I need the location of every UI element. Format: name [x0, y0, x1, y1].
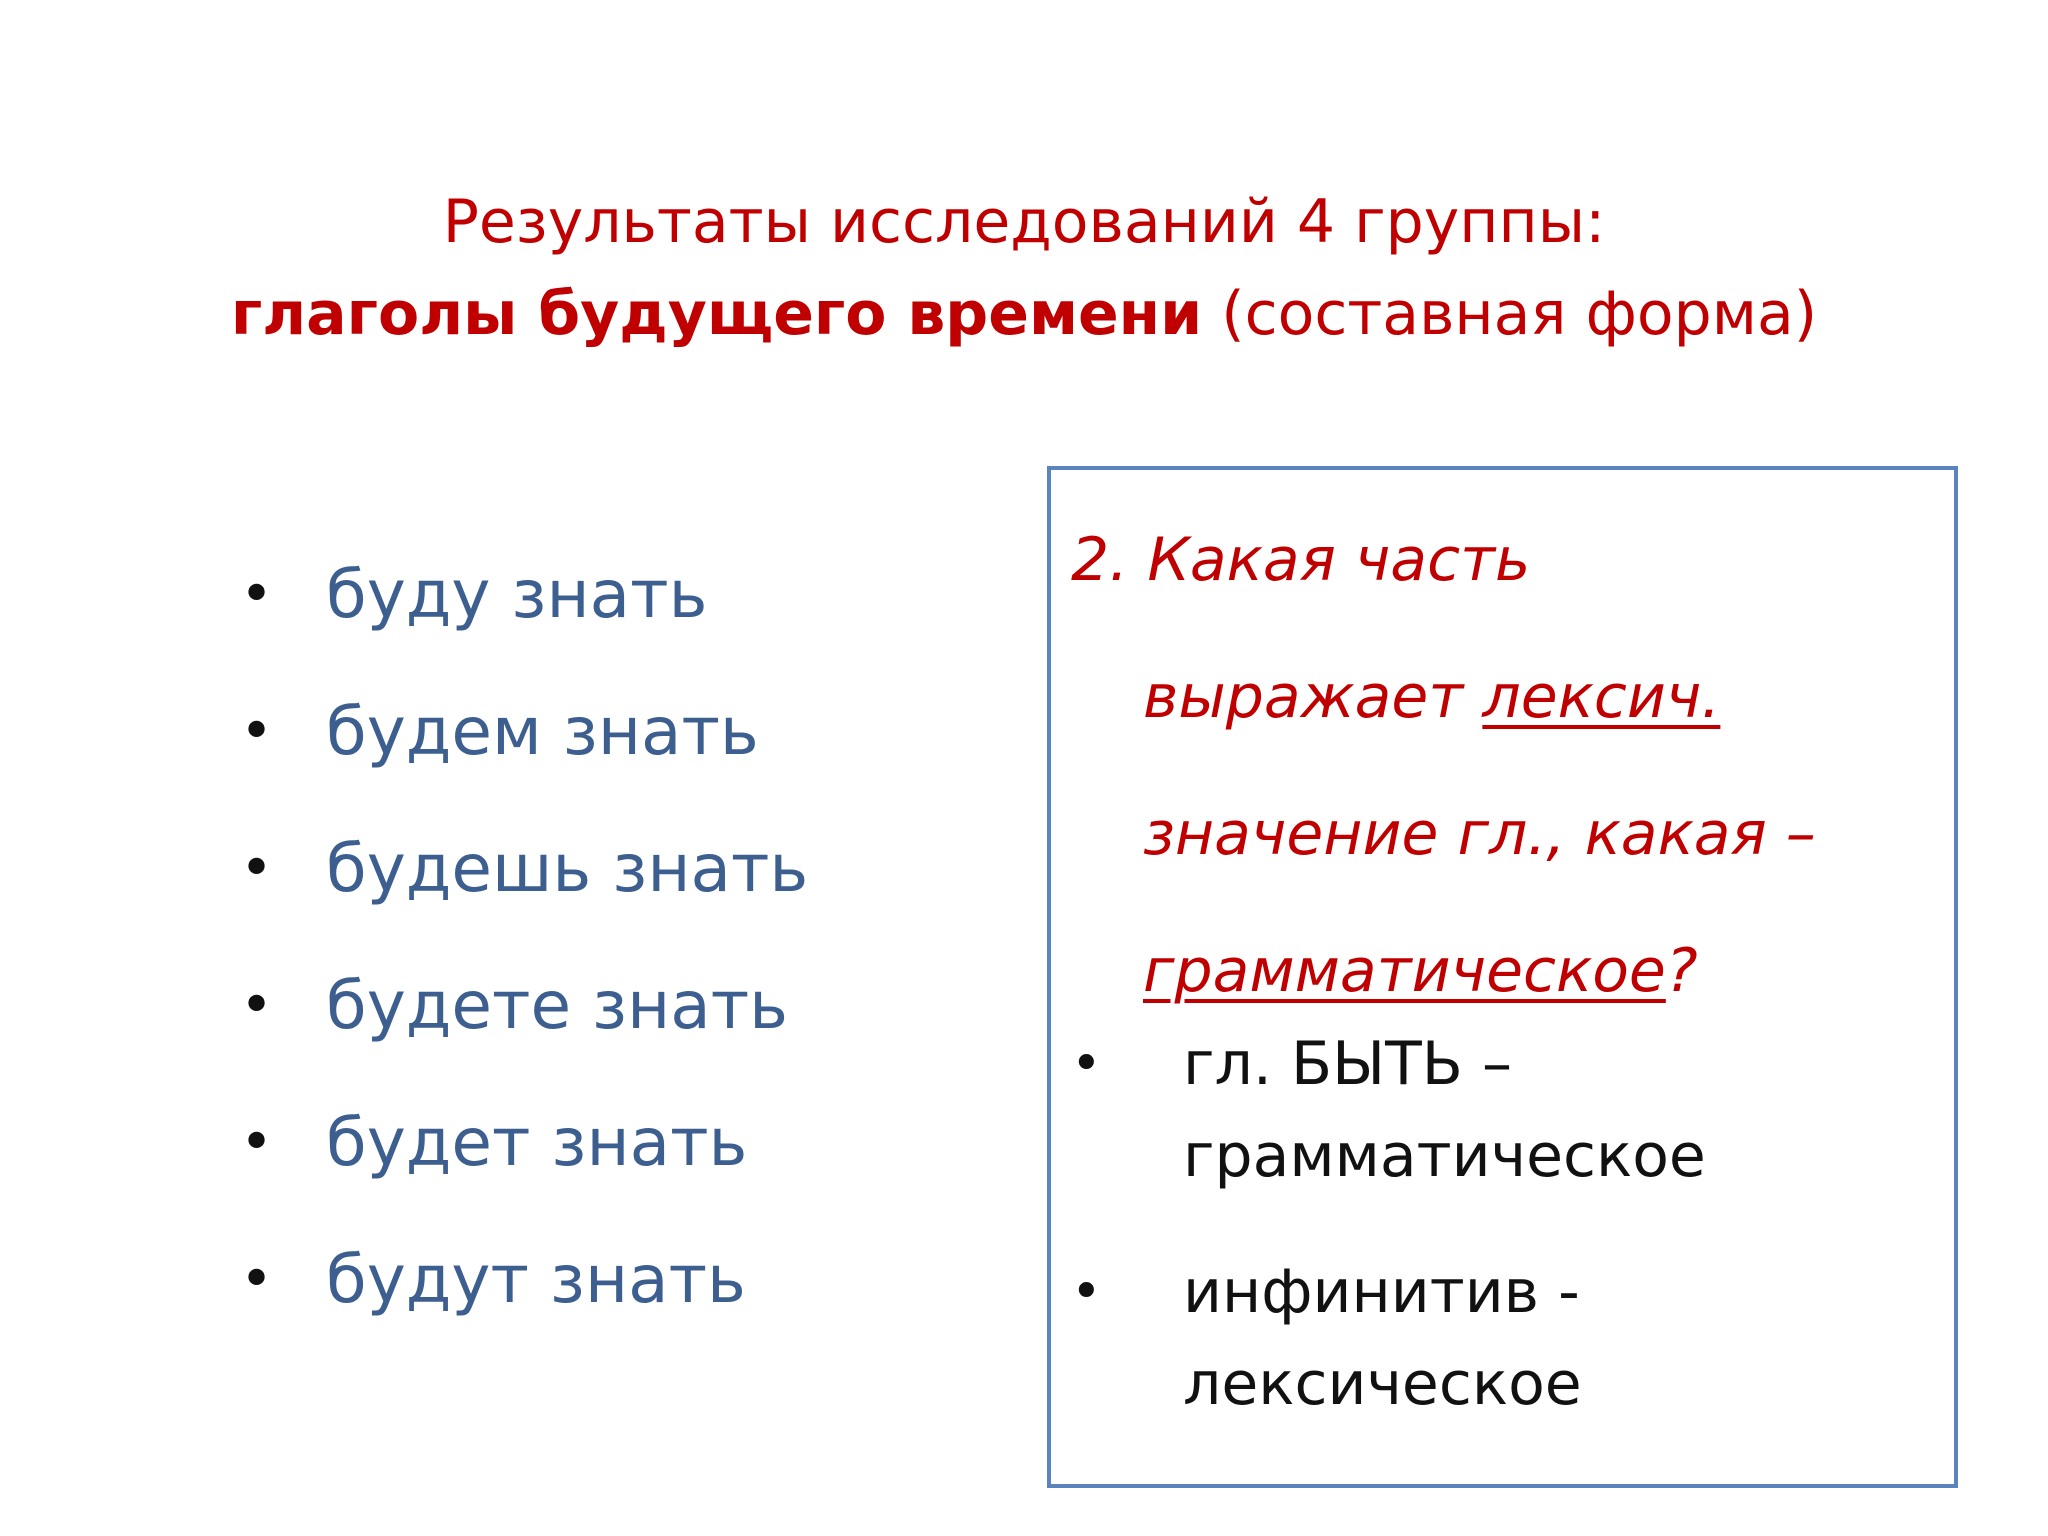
bullet-icon: • — [1071, 1262, 1102, 1322]
slide-title — [0, 176, 2048, 360]
title-bold-part: глаголы будущего времени — [230, 279, 1203, 349]
list-item — [240, 1225, 808, 1362]
title-line-1: Результаты исследований 4 группы: — [442, 187, 1606, 257]
answer-line-1: гл. БЫТЬ – — [1183, 1029, 1513, 1099]
question-text — [1071, 492, 1951, 1040]
question-line-2 — [1071, 629, 1951, 766]
answer-line-2: лексическое — [1183, 1349, 1582, 1419]
list-item-text: будем знать — [326, 693, 759, 770]
question-line-2-pre: выражает — [1143, 662, 1483, 732]
list-item-text: будут знать — [326, 1241, 746, 1318]
list-item-text: будешь знать — [326, 830, 809, 907]
list-item — [240, 677, 808, 814]
title-line-2 — [0, 268, 2048, 360]
list-item-text: будете знать — [326, 967, 789, 1044]
bullet-icon: • — [240, 1110, 274, 1175]
answer-line-1: инфинитив - — [1183, 1257, 1580, 1327]
bullet-icon: • — [240, 699, 274, 764]
question-mark: ? — [1665, 936, 1698, 1006]
verb-forms-list — [240, 540, 808, 1362]
title-rest-part: (составная форма) — [1202, 279, 1818, 349]
bullet-icon: • — [240, 1247, 274, 1312]
underlined-grammatical: грамматическое — [1143, 936, 1666, 1006]
question-box — [1047, 466, 1958, 1488]
bullet-icon: • — [240, 562, 274, 627]
bullet-icon: • — [240, 973, 274, 1038]
bullet-icon: • — [240, 836, 274, 901]
list-item — [240, 1088, 808, 1225]
answer-item — [1071, 1246, 1951, 1430]
bullet-icon: • — [1071, 1034, 1102, 1094]
answer-item — [1071, 1018, 1951, 1202]
answers-list — [1071, 1018, 1951, 1474]
list-item — [240, 951, 808, 1088]
list-item — [240, 540, 808, 677]
answer-line-2: грамматическое — [1183, 1121, 1706, 1191]
list-item-text: будет знать — [326, 1104, 748, 1181]
list-item — [240, 814, 808, 951]
list-item-text: буду знать — [326, 556, 708, 633]
question-line-1: 2. Какая часть — [1071, 525, 1531, 595]
question-line-3: значение гл., какая – — [1143, 799, 1816, 869]
underlined-lexical: лексич. — [1482, 662, 1721, 732]
